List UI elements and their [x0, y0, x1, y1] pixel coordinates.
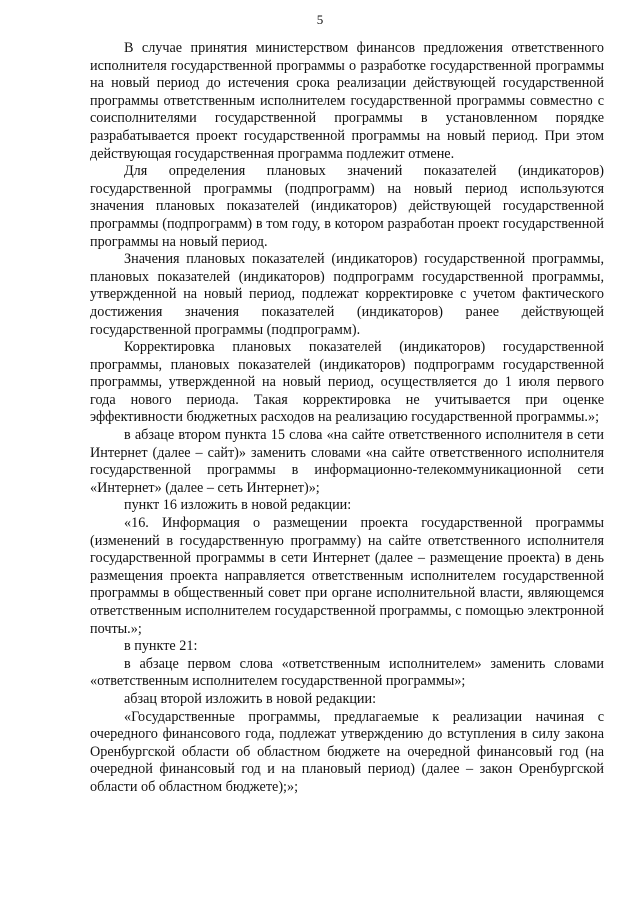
paragraph-2: Для определения плановых значений показателей (индикаторов) государственной программы (подпрограмм) на новый период используются значения плановых показателей (индикаторов) действующей государственной программы (подпрограмм) в том году, в котором разработан проект государственной программы на новый период. — [90, 163, 604, 250]
paragraph-5: в абзаце втором пункта 15 слова «на сайте ответственного исполнителя в сети Интернет (далее – сайт)» заменить словами «на сайте ответственного исполнителя государственной программы в информационно-телекоммуникационной сети «Интернет» (далее – сеть Интернет)»; — [90, 427, 604, 496]
paragraph-1: В случае принятия министерством финансов предложения ответственного исполнителя государственной программы о разработке государственной программы на новый период до истечения срока реализации действующей государственной программы ответственным исполнителем государственной программы совместно с соисполнителями государственной программы в установленном порядке разрабатывается проект государственной программы на новый период. При этом действующая государственная программа подлежит отмене. — [90, 40, 604, 162]
paragraph-10: абзац второй изложить в новой редакции: — [124, 690, 377, 707]
paragraph-7: «16. Информация о размещении проекта государственной программы (изменений в государственную программу) на сайте ответственного исполнителя государственной программы в сети Интернет (далее – размещение проекта) в день размещения проекта направляется ответственным исполнителем государственной программы в общественный совет при органе исполнительной власти, являющемся ответственным исполнителем государственной программы, с помощью электронной почты.»; — [90, 515, 604, 637]
paragraph-6: пункт 16 изложить в новой редакции: — [124, 497, 352, 514]
paragraph-3: Значения плановых показателей (индикаторов) государственной программы, плановых показателей (индикаторов) подпрограмм государственной программы, утвержденной на новый период, подлежат корректировке с учетом фактического достижения значения показателей (индикаторов) ранее действующей государственной программы (подпрограмм). — [90, 251, 604, 338]
paragraph-4: Корректировка плановых показателей (индикаторов) государственной программы, плановых показателей (индикаторов) подпрограмм государственной программы, утвержденной на новый период, осуществляется до 1 июля первого года нового периода. Такая корректировка не учитывается при оценке эффективности бюджетных расходов на реализацию государственной программы.»; — [90, 339, 604, 426]
page-number: 5 — [316, 12, 324, 27]
paragraph-8: в пункте 21: — [124, 638, 198, 655]
document-body — [90, 40, 604, 797]
paragraph-9: в абзаце первом слова «ответственным исполнителем» заменить словами «ответственным исполнителем государственной программы»; — [90, 655, 604, 690]
paragraph-11: «Государственные программы, предлагаемые к реализации начиная с очередного финансового года, подлежат утверждению до вступления в силу закона Оренбургской области об областном бюджете на очередной финансовый год (на очередной финансовый год и на плановый период) (далее – закон Оренбургской области об областном бюджете);»; — [90, 708, 604, 795]
